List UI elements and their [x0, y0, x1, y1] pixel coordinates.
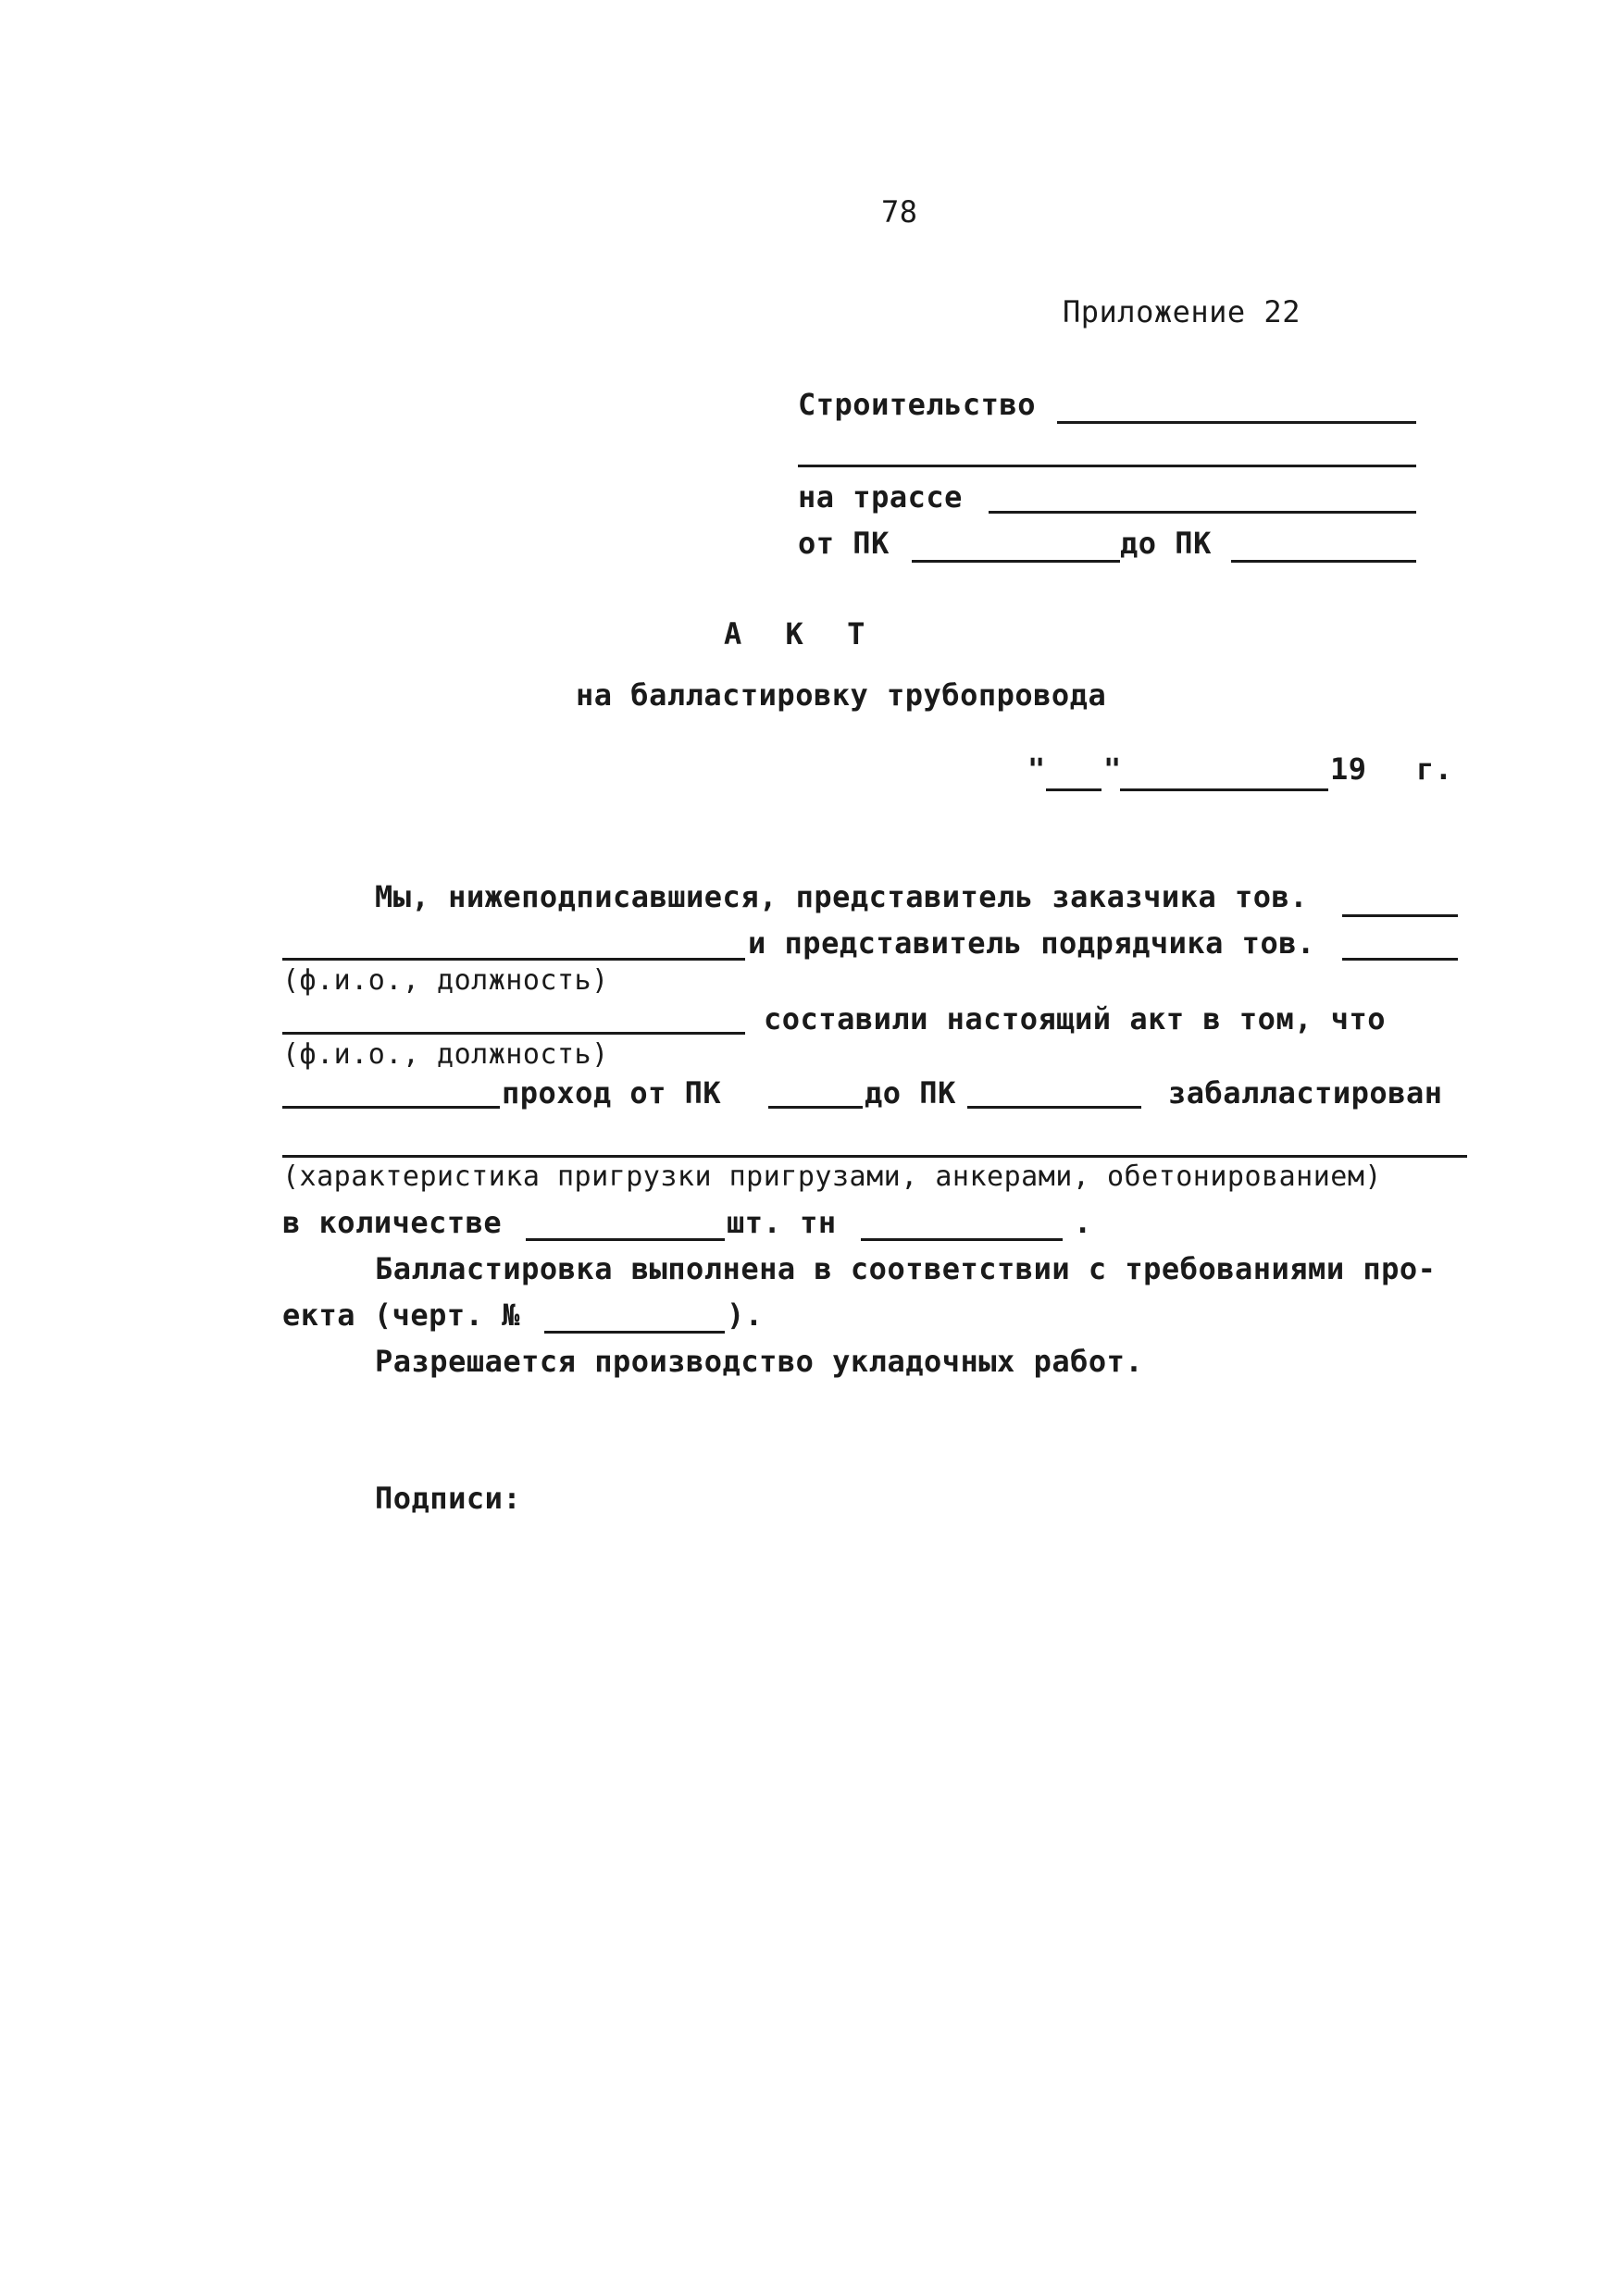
to-pk-label: до ПК: [1120, 526, 1212, 561]
date-day-line: [1046, 788, 1101, 791]
passage-from-line: [768, 1106, 863, 1109]
body-line-5c: .: [1074, 1205, 1092, 1240]
customer-rep-line: [1342, 914, 1458, 917]
act-subtitle: на балластировку трубопровода: [576, 677, 1107, 713]
body-line-5b: шт. тн: [727, 1205, 837, 1240]
date-quote-close: ": [1103, 751, 1122, 787]
ballast-characteristic-line: [282, 1155, 1467, 1158]
body-line-7b: ).: [727, 1297, 764, 1333]
date-year: 19: [1330, 751, 1367, 787]
construction-line: [1057, 421, 1416, 424]
act-title: А К Т: [724, 616, 878, 652]
contractor-name-line: [282, 1032, 745, 1035]
customer-name-line: [282, 958, 745, 961]
appendix-label: Приложение 22: [1063, 294, 1301, 329]
note-fio-1: (ф.и.о., должность): [282, 964, 609, 997]
note-fio-2: (ф.и.о., должность): [282, 1038, 609, 1071]
body-line-6: Балластировка выполнена в соответствии с требованиями про-: [375, 1251, 1437, 1286]
date-quote-open: ": [1027, 751, 1046, 787]
body-line-4a: проход от ПК: [502, 1075, 722, 1111]
route-line: [989, 511, 1416, 514]
body-line-8: Разрешается производство укладочных работ.: [375, 1344, 1144, 1379]
contractor-rep-line: [1342, 958, 1458, 961]
to-pk-line: [1231, 560, 1416, 563]
page-number: 78: [881, 194, 918, 230]
from-pk-label: от ПК: [798, 526, 890, 561]
body-line-7a: екта (черт. №: [282, 1297, 520, 1333]
body-line-2: и представитель подрядчика тов.: [748, 925, 1315, 961]
date-year-suffix: г.: [1416, 751, 1453, 787]
tonnage-line: [861, 1238, 1063, 1241]
body-line-4c: забалластирован: [1168, 1075, 1443, 1111]
construction-label: Строительство: [798, 387, 1036, 422]
construction-line-2: [798, 465, 1416, 467]
from-pk-line: [912, 560, 1120, 563]
body-line-5a: в количестве: [282, 1205, 503, 1240]
body-line-4b: до ПК: [865, 1075, 956, 1111]
passage-to-line: [967, 1106, 1141, 1109]
body-line-1: Мы, нижеподписавшиеся, представитель заказчика тов.: [375, 879, 1309, 914]
signatures-label: Подписи:: [375, 1481, 522, 1516]
drawing-number-line: [544, 1331, 725, 1334]
body-line-3: составили настоящий акт в том, что: [764, 1001, 1387, 1036]
quantity-line: [526, 1238, 725, 1241]
note-characteristic: (характеристика пригрузки пригрузами, анкерами, обетонированием): [282, 1160, 1382, 1193]
date-month-line: [1120, 788, 1328, 791]
passage-line: [282, 1106, 500, 1109]
route-label: на трассе: [798, 479, 963, 515]
